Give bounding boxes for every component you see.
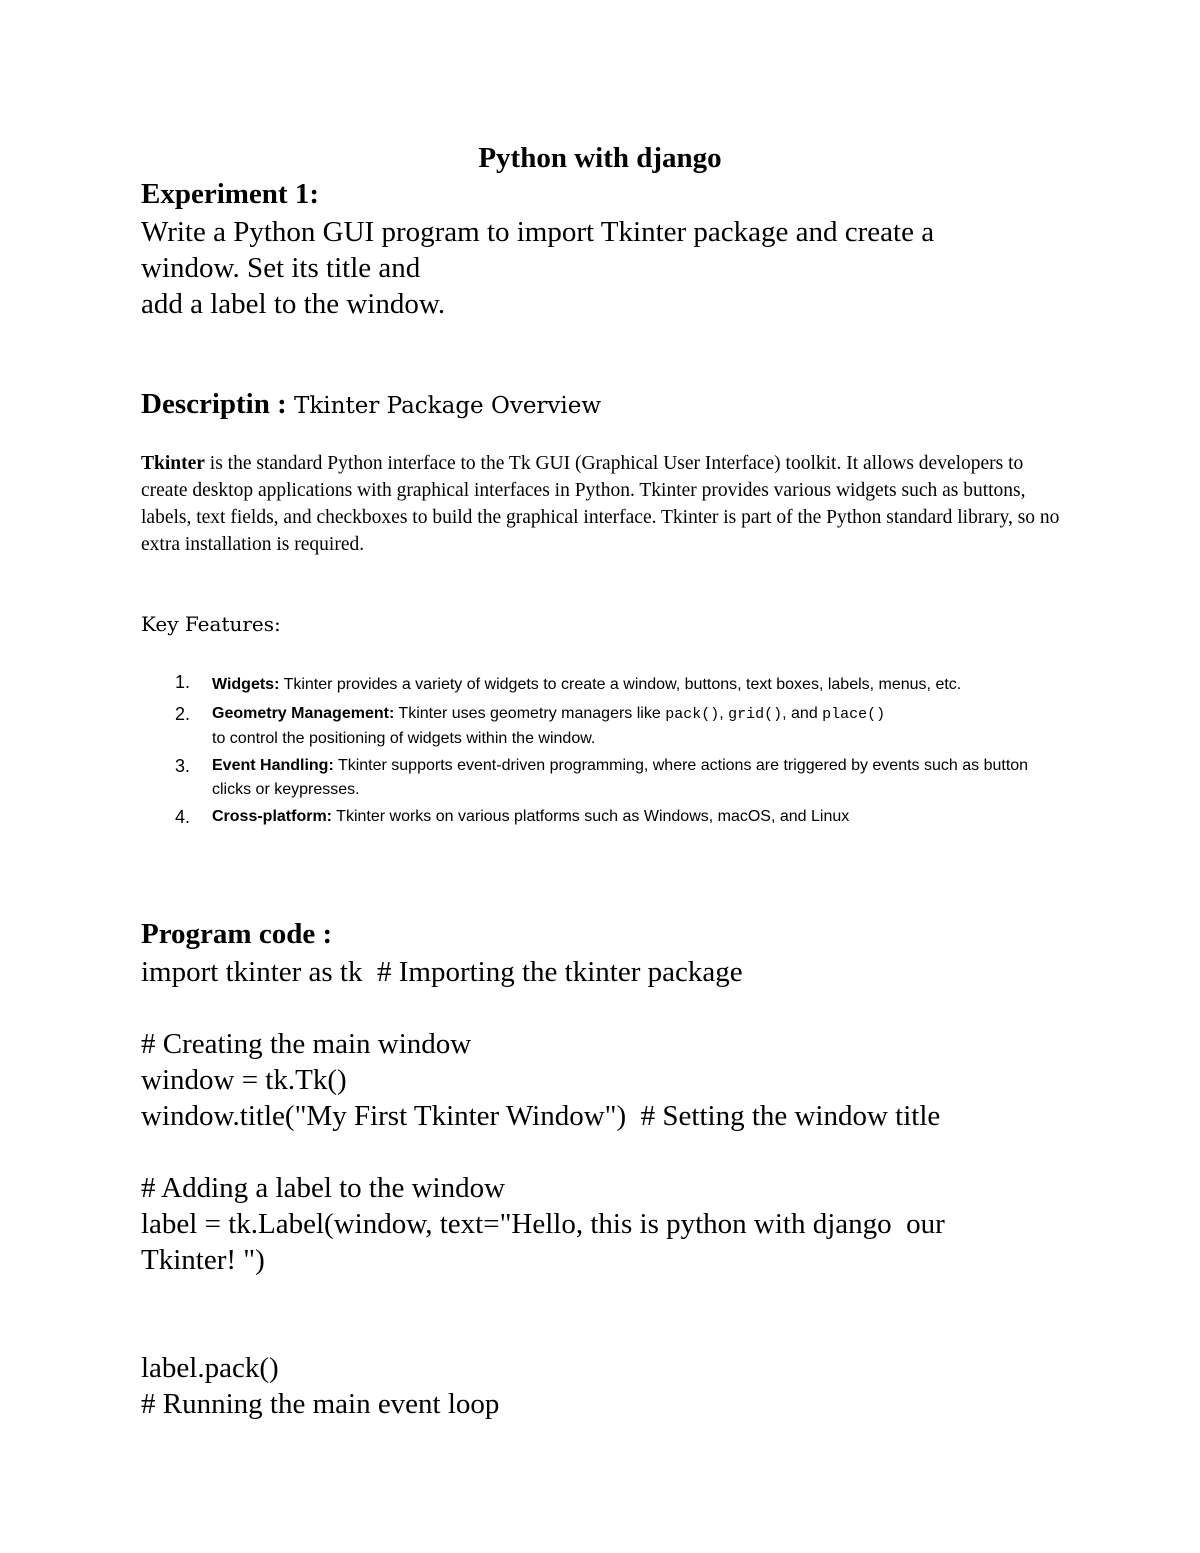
code-line	[141, 990, 1041, 1026]
code-place: place()	[822, 706, 886, 723]
feature-text: Tkinter provides a variety of widgets to create a window, buttons, text boxes, labels, menus, etc.	[279, 676, 962, 693]
feature-text: Tkinter uses geometry managers like	[394, 705, 666, 722]
feature-separator: ,	[719, 705, 729, 722]
code-pack: pack()	[665, 706, 720, 723]
code-line: import tkinter as tk # Importing the tkinter package	[141, 956, 743, 988]
features-list	[175, 670, 1055, 832]
code-grid: grid()	[728, 706, 783, 723]
feature-text: Tkinter supports event-driven programming, where actions are triggered by events such as button clicks or keypresses.	[212, 757, 1029, 798]
feature-number: 3.	[175, 756, 191, 776]
code-line: # Adding a label to the window	[141, 1172, 506, 1204]
code-line: # Running the main event loop	[141, 1388, 500, 1420]
code-line	[141, 1134, 1041, 1170]
description-term: Tkinter	[141, 453, 205, 474]
feature-number: 1.	[175, 672, 191, 692]
code-line: label.pack()	[141, 1352, 279, 1384]
description-heading-lead: Descriptin :	[141, 388, 295, 420]
experiment-heading: Experiment 1:	[141, 178, 319, 210]
feature-number: 4.	[175, 807, 191, 827]
feature-item	[175, 754, 1055, 802]
program-code-heading: Program code :	[141, 918, 333, 950]
code-line: label = tk.Label(window, text="Hello, this is python with django our	[141, 1208, 945, 1240]
code-line: # Creating the main window	[141, 1028, 472, 1060]
code-line: window = tk.Tk()	[141, 1064, 347, 1096]
experiment-line: add a label to the window.	[141, 288, 446, 320]
description-paragraph	[141, 450, 1061, 558]
feature-item	[175, 805, 1055, 829]
feature-text: to control the positioning of widgets within the window.	[212, 730, 596, 747]
feature-separator: , and	[782, 705, 823, 722]
program-code	[141, 954, 1041, 1422]
feature-text: Tkinter works on various platforms such as Windows, macOS, and Linux	[332, 808, 850, 825]
description-heading-sub: Tkinter Package Overview	[294, 393, 602, 419]
feature-label: Geometry Management:	[212, 705, 395, 722]
code-line	[141, 1278, 1041, 1314]
description-heading	[141, 388, 601, 421]
feature-label: Widgets:	[212, 676, 280, 693]
experiment-line: Write a Python GUI program to import Tkinter package and create a	[141, 216, 935, 248]
code-line	[141, 1314, 1041, 1350]
key-features-heading: Key Features:	[141, 612, 281, 636]
code-line: window.title("My First Tkinter Window") # Setting the window title	[141, 1100, 941, 1132]
document-title: Python with django	[478, 142, 722, 174]
feature-item	[175, 702, 1055, 751]
experiment-description	[141, 214, 1041, 322]
feature-number: 2.	[175, 704, 191, 724]
description-body: is the standard Python interface to the Tk GUI (Graphical User Interface) toolkit. It allows developers to create desktop applications with graphical interfaces in Python. Tkinter provides various widgets such as buttons, labels, text fields, and checkboxes to build the graphical interface. Tkinter is part of the Python standard library, so no extra installation is required.	[141, 453, 1060, 555]
feature-label: Event Handling:	[212, 757, 334, 774]
code-line: Tkinter! ")	[141, 1244, 265, 1276]
feature-label: Cross-platform:	[212, 808, 333, 825]
feature-item	[175, 670, 1055, 699]
experiment-line: window. Set its title and	[141, 252, 421, 284]
